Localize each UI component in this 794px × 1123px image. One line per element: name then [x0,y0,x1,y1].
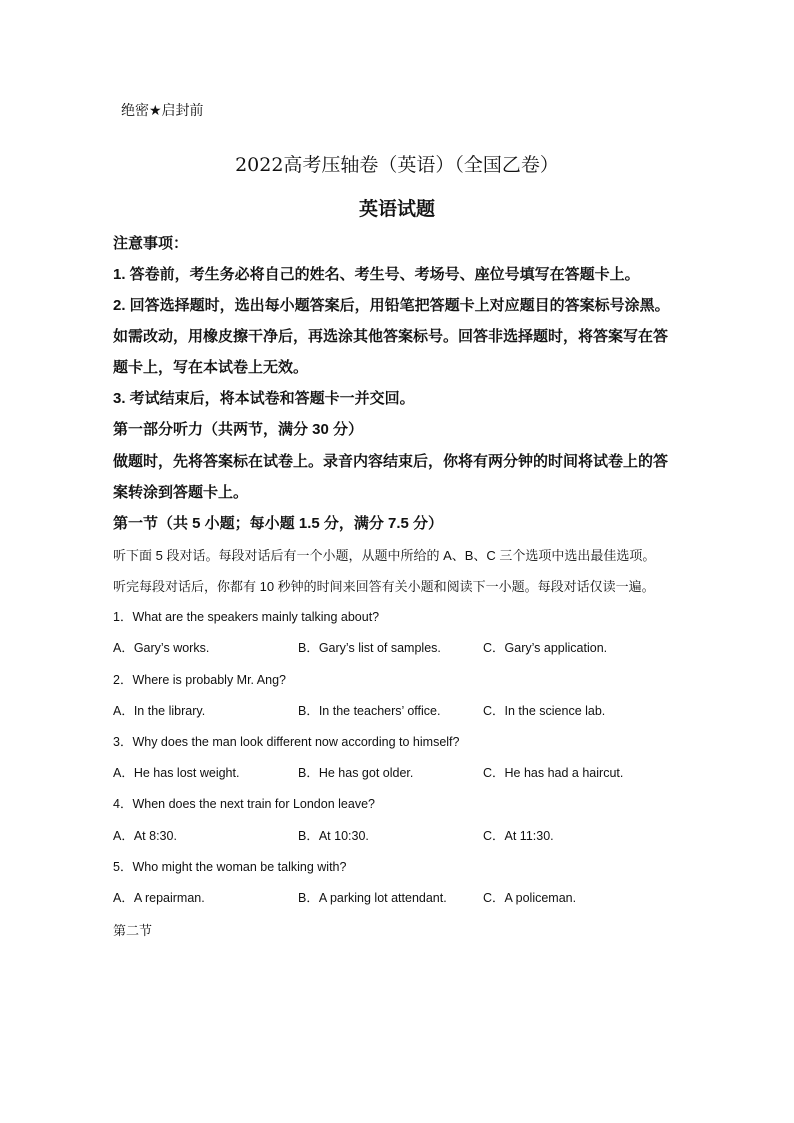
confidential-label: 绝密★启封前 [121,102,204,118]
option-a: A．He has lost weight. [113,766,240,780]
option-c: C．Gary’s application. [483,641,608,655]
exam-title: 2022高考压轴卷（英语）（全国乙卷） [235,154,559,176]
part1-instruction: 做题时，先将答案标在试卷上。录音内容结束后，你将有两分钟的时间将试卷上的答 [113,453,669,470]
exam-subtitle: 英语试题 [358,198,435,220]
notice-line: 3. 考试结束后，将本试卷和答题卡一并交回。 [113,390,415,407]
question-4: 4．When does the next train for London leave? [113,797,375,811]
option-c: C．In the science lab. [483,704,606,718]
option-a: A．Gary’s works. [113,641,210,655]
option-b: B．A parking lot attendant. [298,891,447,905]
option-a: A．A repairman. [113,891,205,905]
notice-heading: 注意事项： [113,235,189,252]
option-a: A．At 8:30. [113,829,177,843]
option-a: A．In the library. [113,704,206,718]
option-b: B．He has got older. [298,766,414,780]
option-b: B．Gary’s list of samples. [298,641,441,655]
question-5: 5．Who might the woman be talking with? [113,860,347,874]
section2-heading: 第二节 [113,923,153,938]
question-2: 2．Where is probably Mr. Ang? [113,673,286,687]
option-c: C．He has had a haircut. [483,766,624,780]
section1-heading: 第一节（共 5 小题；每小题 1.5 分，满分 7.5 分） [113,515,444,532]
section1-instruction: 听下面 5 段对话。每段对话后有一个小题，从题中所给的 A、B、C 三个选项中选出最佳选项。 [113,548,656,563]
notice-line: 1. 答卷前，考生务必将自己的姓名、考生号、考场号、座位号填写在答题卡上。 [113,266,640,283]
notice-line: 如需改动，用橡皮擦干净后，再选涂其他答案标号。回答非选择题时，将答案写在答 [113,328,669,345]
part1-heading: 第一部分听力（共两节，满分 30 分） [113,421,364,438]
question-3: 3．Why does the man look different now according to himself? [113,735,460,749]
part1-instruction: 案转涂到答题卡上。 [113,484,249,501]
question-1: 1．What are the speakers mainly talking about? [113,610,380,624]
option-c: C．At 11:30. [483,829,554,843]
notice-line: 题卡上，写在本试卷上无效。 [113,359,309,376]
notice-line: 2. 回答选择题时，选出每小题答案后，用铅笔把答题卡上对应题目的答案标号涂黑。 [113,297,670,314]
section1-instruction: 听完每段对话后，你都有 10 秒钟的时间来回答有关小题和阅读下一小题。每段对话仅读一遍。 [113,579,655,594]
option-b: B．At 10:30. [298,829,369,843]
option-c: C．A policeman. [483,891,577,905]
option-b: B．In the teachers’ office. [298,704,441,718]
